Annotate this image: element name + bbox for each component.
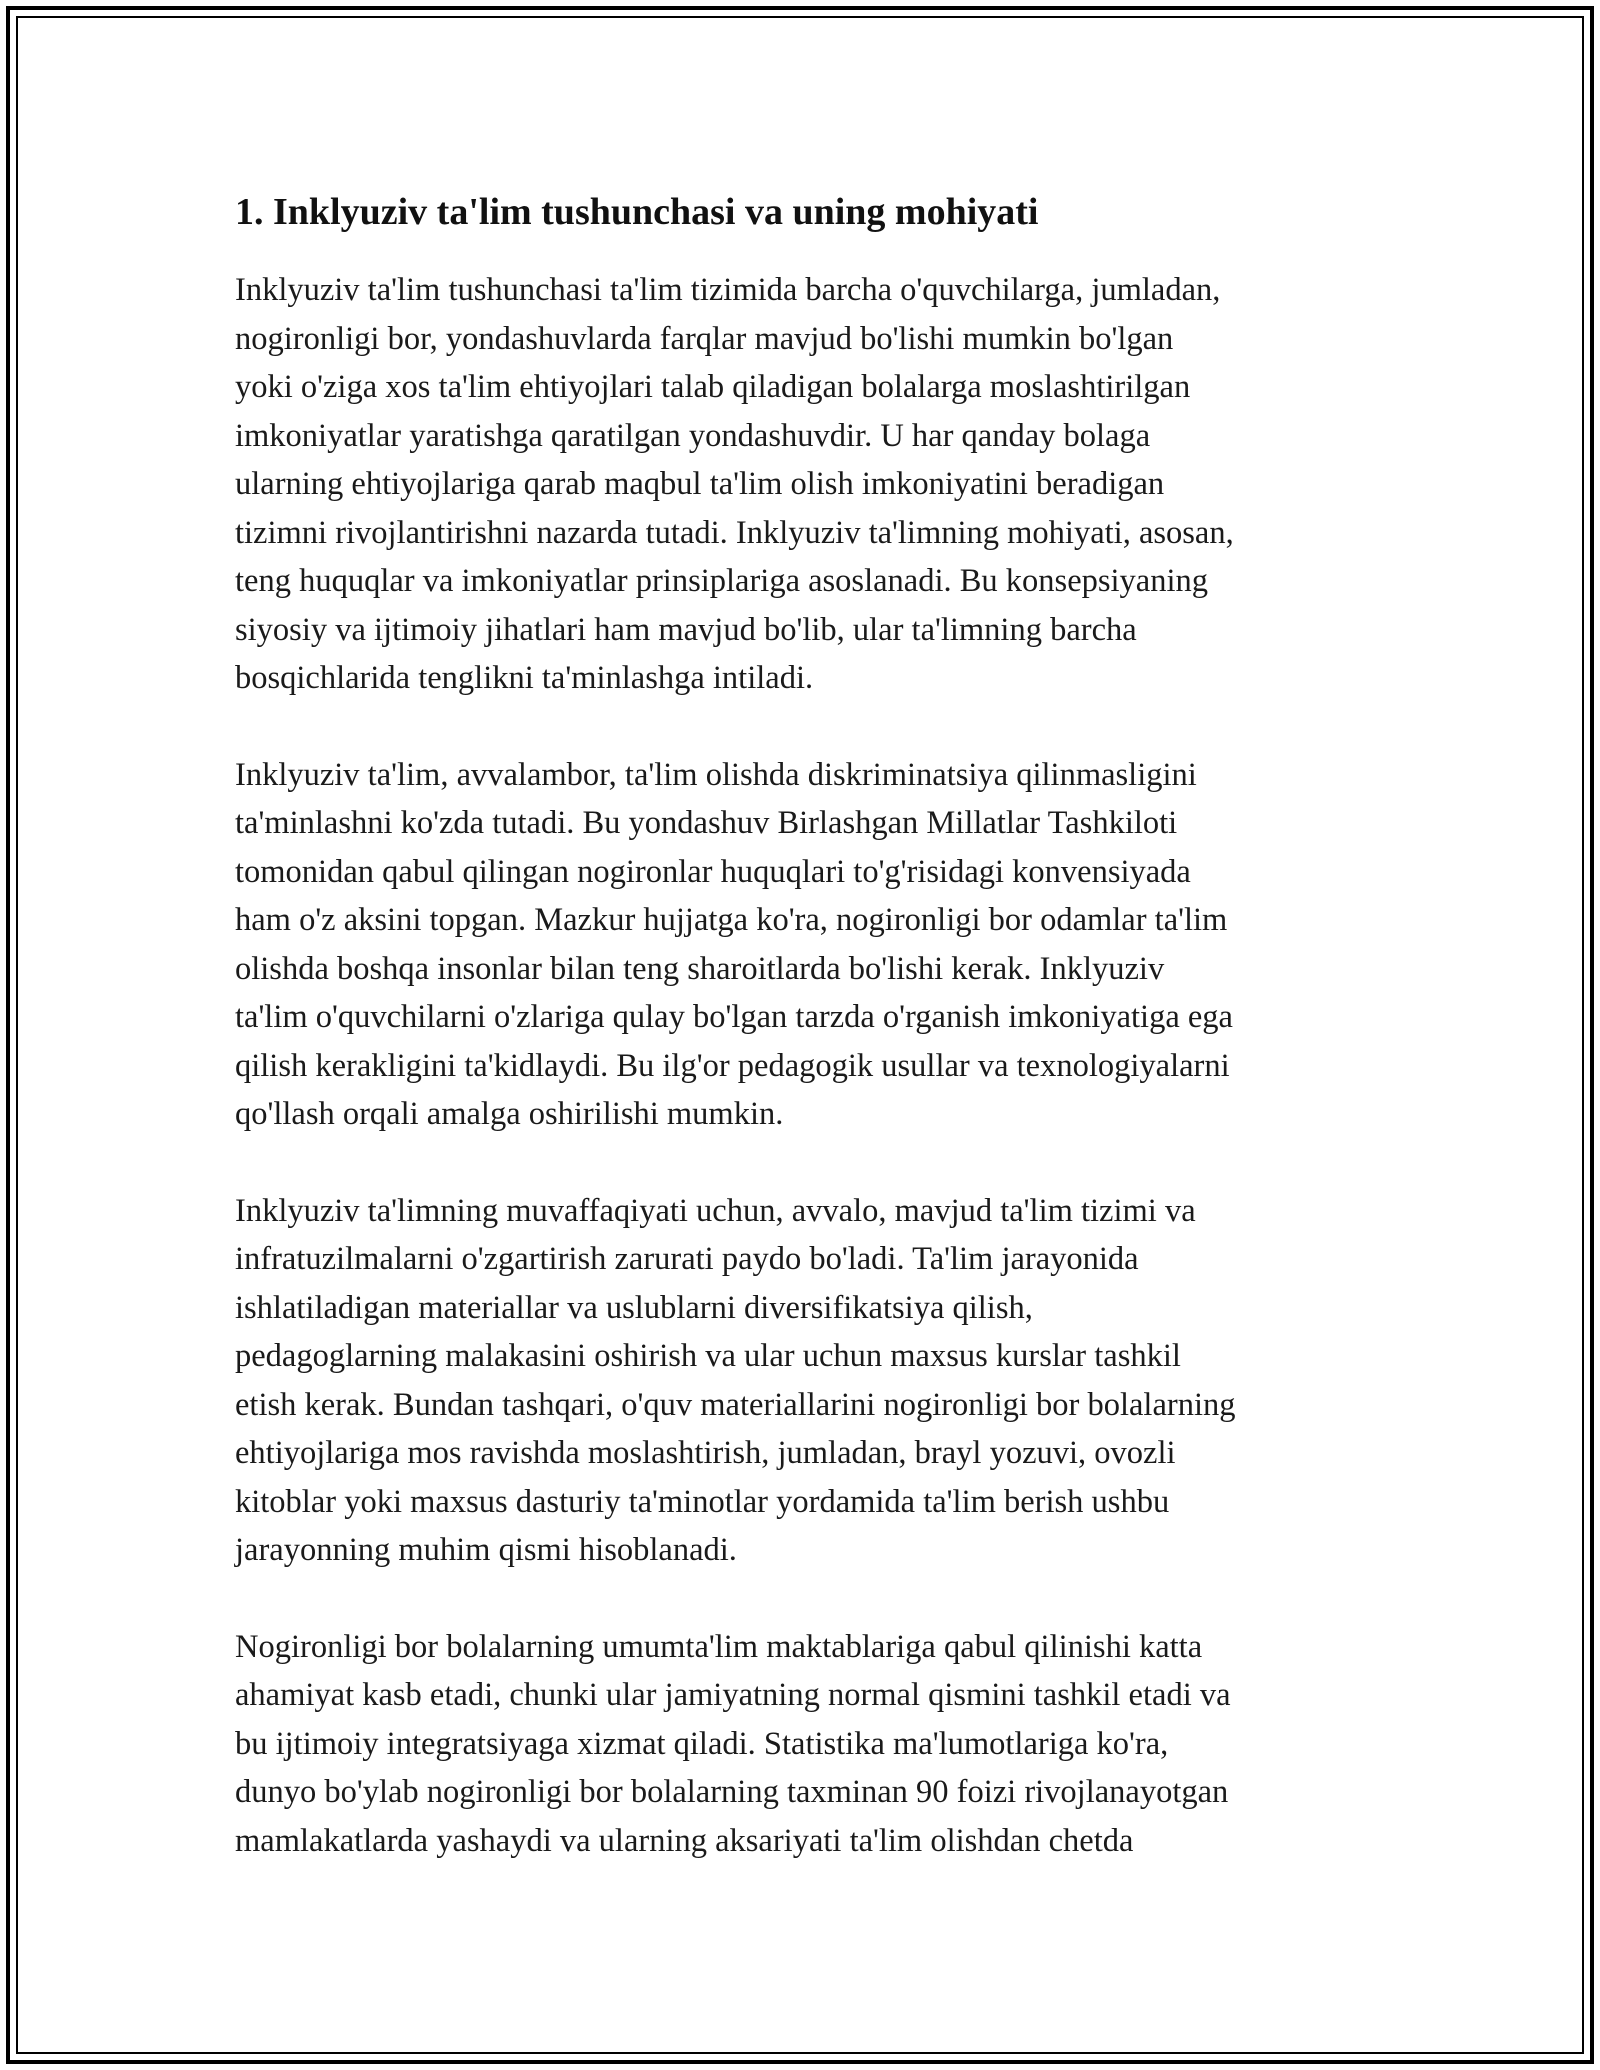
paragraph-4: Nogironligi bor bolalarning umumta'lim maktablariga qabul qilinishi katta ahamiyat kasb etadi, chunki ular jamiyatning normal qismini tashkil etadi va bu ijtimoiy integratsiyaga xizmat qiladi. Statistika ma'lumotlariga ko'ra, dunyo bo'ylab nogironligi bor bolalarning taxminan 90 foizi rivojlanayotgan mamlakatlarda yashaydi va ularning aksariyati ta'lim olishdan chetda [235, 1628, 1231, 1859]
paragraph-2: Inklyuziv ta'lim, avvalambor, ta'lim olishda diskriminatsiya qilinmasligini ta'minlashni ko'zda tutadi. Bu yondashuv Birlashgan Millatlar Tashkiloti tomonidan qabul qilingan nogironlar huquqlari to'g'risidagi konvensiyada ham o'z aksini topgan. Mazkur hujjatga ko'ra, nogironligi bor odamlar ta'lim olishda boshqa insonlar bilan teng sharoitlarda bo'lishi kerak. Inklyuziv ta'lim o'quvchilarni o'zlariga qulay bo'lgan tarzda o'rganish imkoniyatiga ega qilish kerakligini ta'kidlaydi. Bu ilg'or pedagogik usullar va texnologiyalarni qo'llash orqali amalga oshirilishi mumkin. [235, 756, 1233, 1132]
section-heading: 1. Inklyuziv ta'lim tushunchasi va uning mohiyati [235, 191, 1039, 233]
paragraph-3: Inklyuziv ta'limning muvaffaqiyati uchun, avvalo, mavjud ta'lim tizimi va infratuzilmalarni o'zgartirish zarurati paydo bo'ladi. Ta'lim jarayonida ishlatiladigan materiallar va uslublarni diversifikatsiya qilish, pedagoglarning malakasini oshirish va ular uchun maxsus kurslar tashkil etish kerak. Bundan tashqari, o'quv materiallarini nogironligi bor bolalarning ehtiyojlariga mos ravishda moslashtirish, jumladan, brayl yozuvi, ovozli kitoblar yoki maxsus dasturiy ta'minotlar yordamida ta'lim berish ushbu jarayonning muhim qismi hisoblanadi. [235, 1192, 1236, 1568]
document-body [235, 186, 1370, 1913]
paragraph-1: Inklyuziv ta'lim tushunchasi ta'lim tizimida barcha o'quvchilarga, jumladan, nogironligi bor, yondashuvlarda farqlar mavjud bo'lishi mumkin bo'lgan yoki o'ziga xos ta'lim ehtiyojlari talab qiladigan bolalarga moslashtirilgan imkoniyatlar yaratishga qaratilgan yondashuvdir. U har qanday bolaga ularning ehtiyojlariga qarab maqbul ta'lim olish imkoniyatini beradigan tizimni rivojlantirishni nazarda tutadi. Inklyuziv ta'limning mohiyati, asosan, teng huquqlar va imkoniyatlar prinsiplariga asoslanadi. Bu konsepsiyaning siyosiy va ijtimoiy jihatlari ham mavjud bo'lib, ular ta'limning barcha bosqichlarida tenglikni ta'minlashga intiladi. [235, 272, 1234, 696]
